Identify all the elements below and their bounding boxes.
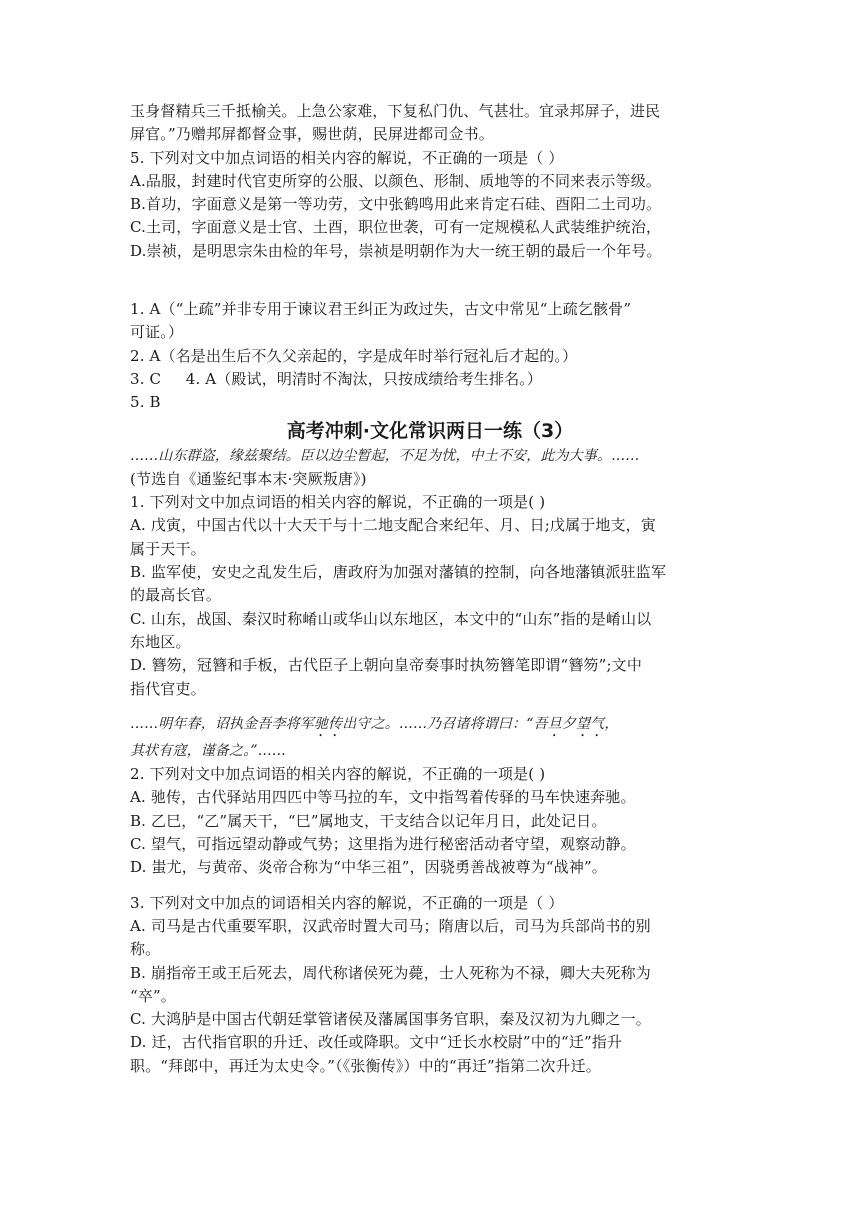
document-page <box>130 100 730 1078</box>
top-passage <box>130 100 730 147</box>
answer-line: 可证。） <box>130 323 184 342</box>
passage-text: 夕 <box>561 715 576 732</box>
passage-line: ……山东群盗，缘兹聚结。臣以边尘暂起，不足为忧，中土不安，此为大事。…… <box>130 447 640 464</box>
section-title: 高考冲刺·文化常识两日一练（3） <box>286 419 574 442</box>
question-stem: 2. 下列对文中加点词语的相关内容的解说，不正确的一项是( ) <box>130 765 546 784</box>
source-citation: (节选自《通鉴纪事本末·突厥叛唐》) <box>130 469 367 488</box>
option-line: 职。“拜郎中，再迁为太史令。”（《张衡传》）中的“再迁”指第二次升迁。 <box>130 1056 601 1075</box>
option-a: A. 驰传，古代驿站用四匹中等马拉的车，文中指驾着传驿的马车快速奔驰。 <box>130 788 636 807</box>
option-line: C. 山东，战国、秦汉时称崤山或华山以东地区，本文中的“山东”指的是崤山以 <box>130 609 652 628</box>
text-line: 屏官。”乃赠邦屏都督佥事，赐世荫，民屏进都司佥书。 <box>130 125 494 144</box>
passage-2 <box>130 713 730 763</box>
option-line: D. 迁，古代指官职的升迁、改任或降职。文中“迁长水校尉”中的“迁”指升 <box>130 1033 623 1052</box>
option-c: C. 望气，可指远望动静或气势；这里指为进行秘密活动者守望，观察动静。 <box>130 835 636 854</box>
text-line: 玉身督精兵三千抵榆关。上急公家难，下复私门仇、气甚壮。宜录邦屏子，进民 <box>130 102 661 120</box>
option-line: 指代官吏。 <box>130 679 206 698</box>
dotted-term: 望气 <box>576 715 605 732</box>
question-stem: 3. 下列对文中加点的词语相关内容的解说，不正确的一项是（ ） <box>130 893 564 912</box>
option-line: 的最高长官。 <box>130 586 221 605</box>
option-line: B. 崩指帝王或王后死去，周代称诸侯死为薨，士人死称为不禄，卿大夫死称为 <box>130 963 651 982</box>
option-d: D. 蚩尤，与黄帝、炎帝合称为“中华三祖”，因骁勇善战被尊为“战神”。 <box>130 858 607 877</box>
passage-text: ， <box>604 715 619 732</box>
answer-key <box>130 298 730 414</box>
passage-1 <box>130 445 730 492</box>
option-c: C.土司，字面意义是士官、土酉，职位世袭，可有一定规模私人武装维护统治， <box>130 218 662 237</box>
answer-line: 1. A（“上疏”并非专用于谏议君王纠正为政过失，古文中常见“上疏乞骸骨” <box>130 300 632 319</box>
option-a: A.品服，封建时代官吏所穿的公服、以颜色、形制、质地等的不同来表示等级。 <box>130 171 662 190</box>
question-stem: 5. 下列对文中加点词语的相关内容的解说，不正确的一项是（ ） <box>130 148 564 167</box>
option-d: D.崇祯，是明思宗朱由检的年号，崇祯是明朝作为大一统王朝的最后一个年号。 <box>130 241 662 260</box>
question-3 <box>130 892 730 1078</box>
answer-line: 3. C 4. A（殿试，明清时不淘汰，只按成绩给考生排名。） <box>130 369 543 388</box>
passage-line <box>130 713 730 740</box>
option-line: 东地区。 <box>130 632 191 651</box>
option-line: A. 司马是古代重要军职，汉武帝时置大司马；隋唐以后，司马为兵部尚书的别 <box>130 916 651 935</box>
dotted-term: 旦 <box>547 715 562 732</box>
option-line: 属于天干。 <box>130 539 206 558</box>
passage-line: 其状有寇，谨备之。”…… <box>130 742 286 759</box>
option-line: D. 簪笏，冠簪和手板，古代臣子上朝向皇帝奏事时执笏簪笔即谓“簪笏”;文中 <box>130 656 642 675</box>
option-line: B. 监军使，安史之乱发生后，唐政府为加强对藩镇的控制，向各地藩镇派驻监军 <box>130 563 667 582</box>
answer-line: 2. A（名是出生后不久父亲起的，字是成年时举行冠礼后才起的。） <box>130 346 578 365</box>
question-5 <box>130 147 730 263</box>
question-2 <box>130 763 730 879</box>
option-b: B. 乙巳，“乙”属天干，“巳”属地支，干支结合以记年月日，此处记日。 <box>130 811 607 830</box>
option-b: B.首功，字面意义是第一等功劳，文中张鹤鸣用此来肯定石硅、酉阳二土司功。 <box>130 195 662 214</box>
passage-text: 出守之。……乃召诸将谓曰：“吾 <box>342 715 548 732</box>
question-1 <box>130 491 730 701</box>
passage-text: ……明年春，诏执金吾李将军 <box>130 715 314 732</box>
answer-line: 5. B <box>130 393 161 412</box>
option-line: A. 戊寅，中国古代以十大天干与十二地支配合来纪年、月、日;戊属于地支，寅 <box>130 516 656 535</box>
option-line: “卒”。 <box>130 986 176 1005</box>
option-line: 称。 <box>130 940 161 959</box>
option-line: C. 大鸿胪是中国古代朝廷掌管诸侯及藩属国事务官职，秦及汉初为九卿之一。 <box>130 1010 651 1029</box>
question-stem: 1. 下列对文中加点词语的相关内容的解说，不正确的一项是( ) <box>130 493 546 512</box>
dotted-term: 驰传 <box>313 715 343 732</box>
